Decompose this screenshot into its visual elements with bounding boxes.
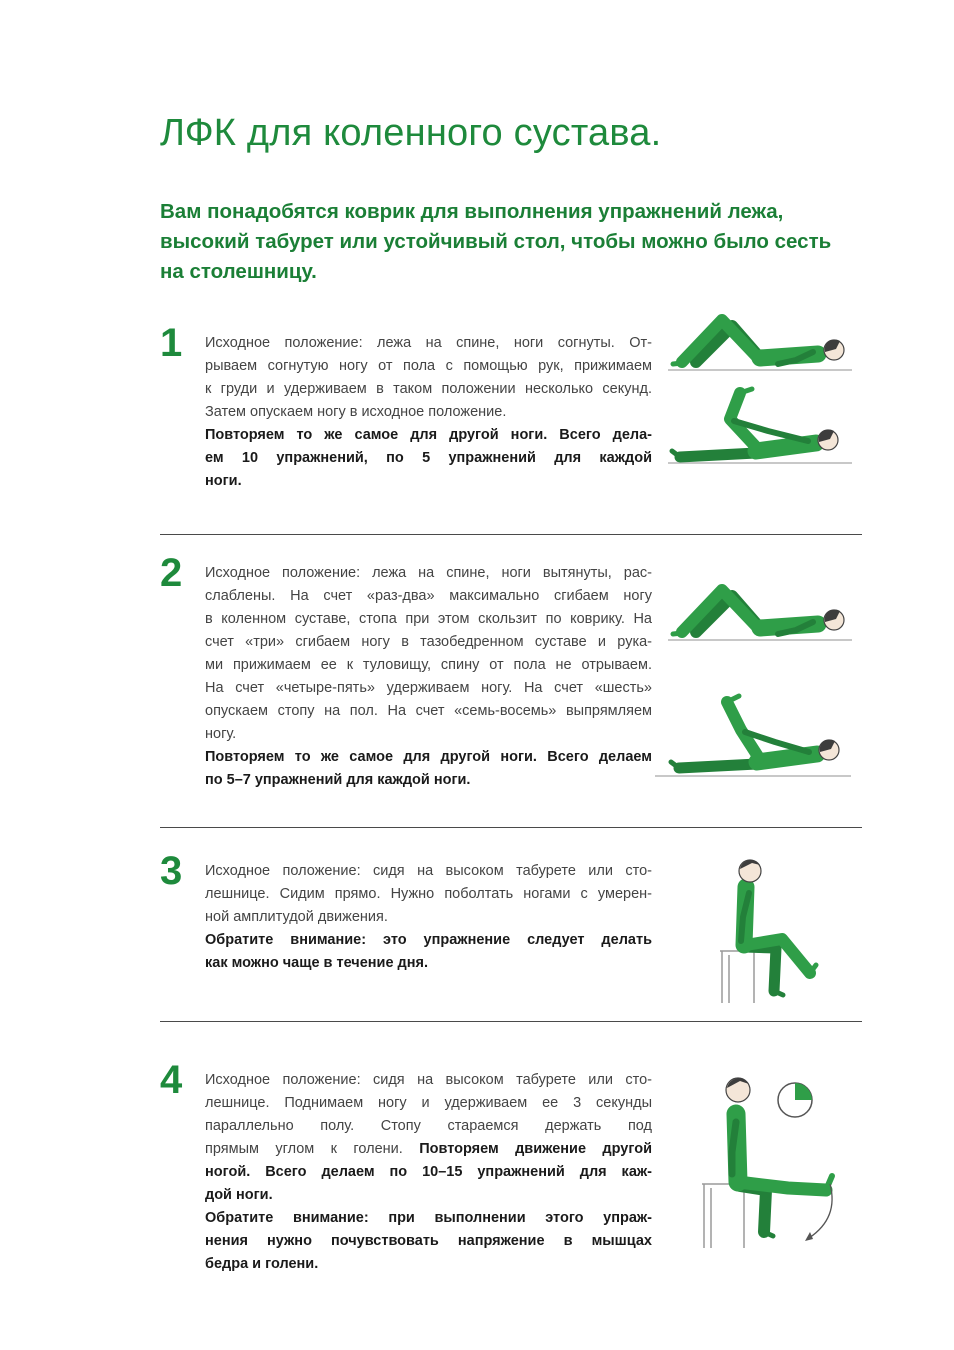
description-line: в коленном суставе, стопа при этом скользит по коврику. На: [205, 611, 652, 627]
figure-person: [673, 590, 844, 634]
intro-line: Вам понадобятся коврик для выполнения упражнений лежа,: [160, 200, 784, 223]
exercise-description: [205, 1069, 652, 1276]
figure-person: [726, 1078, 832, 1236]
description-line: лешнице. Сидим прямо. Нужно поболтать ногами с умерен-: [205, 886, 652, 902]
stool: [720, 951, 756, 1003]
exercise-number: 4: [160, 1058, 183, 1102]
description-line: ноги.: [205, 473, 242, 489]
description-line: На счет «четыре-пять» удерживаем ногу. На счет «шесть»: [205, 680, 652, 696]
description-line: Обратите внимание: при выполнении этого упраж-: [205, 1210, 652, 1226]
text-segment: дой ноги.: [205, 1187, 273, 1203]
text-segment: ногой. Всего делаем по 10–15 упражнений для каж-: [205, 1164, 652, 1180]
description-line: Исходное положение: сидя на высоком табурете или сто-: [205, 1072, 652, 1088]
description-line: лешнице. Поднимаем ногу и удерживаем ее 3 секунды: [205, 1095, 652, 1111]
seated-leg-extension-illustration: [692, 1072, 842, 1250]
description-line: по 5–7 упражнений для каждой ноги.: [205, 772, 471, 788]
description-line: слаблены. На счет «раз-два» максимально сгибаем ногу: [205, 588, 652, 604]
page-title: ЛФК для коленного сустава.: [160, 112, 662, 154]
figure-person: [671, 696, 839, 768]
figure-person: [673, 320, 844, 364]
description-line: ми прижимаем ее к туловищу, спину от пола не отрываем.: [205, 657, 652, 673]
description-line: Исходное положение: сидя на высоком табурете или сто-: [205, 863, 652, 879]
description-line: [205, 1138, 652, 1161]
description-line: рываем согнутую ногу от пола с помощью рук, прижимаем: [205, 358, 652, 374]
exercise-number: 2: [160, 551, 183, 595]
exercise-number: 3: [160, 849, 183, 893]
description-line: Повторяем то же самое для другой ноги. Всего дела-: [205, 427, 652, 443]
description-line: Обратите внимание: это упражнение следует делать: [205, 932, 652, 948]
description-line: счет «три» сгибаем ногу в тазобедренном суставе и рука-: [205, 634, 652, 650]
description-line: ной амплитудой движения.: [205, 909, 388, 925]
description-line: к груди и удерживаем в таком положении несколько секунд.: [205, 381, 652, 397]
description-line: [205, 1184, 652, 1207]
description-line: Затем опускаем ногу в исходное положение.: [205, 404, 507, 420]
description-line: бедра и голени.: [205, 1256, 319, 1272]
description-line: опускаем стопу на пол. На счет «семь-восемь» выпрямляем: [205, 703, 652, 719]
intro-line: высокий табурет или устойчивый стол, чтобы можно было сесть: [160, 230, 832, 253]
stool: [702, 1184, 746, 1248]
lying-knee-bent-illustration: [668, 308, 852, 374]
lying-leg-raised-illustration: [655, 688, 851, 780]
intro-text: [160, 197, 862, 287]
description-line: Исходное положение: лежа на спине, ноги вытянуты, рас-: [205, 565, 652, 581]
description-line: как можно чаще в течение дня.: [205, 955, 428, 971]
text-segment: Повторяем движение другой: [419, 1141, 652, 1157]
description-line: нения нужно почувствовать напряжение в мышцах: [205, 1233, 652, 1249]
figure-person: [672, 389, 838, 457]
description-line: Исходное положение: лежа на спине, ноги согнуты. От-: [205, 335, 652, 351]
description-line: Повторяем то же самое для другой ноги. Всего делаем: [205, 749, 652, 765]
lying-knee-bent-illustration: [668, 582, 852, 644]
exercise-number: 1: [160, 321, 183, 365]
description-line: [205, 1161, 652, 1184]
exercise-2: [0, 551, 954, 788]
section-divider: [160, 534, 862, 535]
figure-person: [739, 860, 816, 995]
description-line: ем 10 упражнений, по 5 упражнений для каждой: [205, 450, 652, 466]
section-divider: [160, 1021, 862, 1022]
section-divider: [160, 827, 862, 828]
seated-swinging-legs-illustration: [712, 855, 828, 1005]
description-line: ногу.: [205, 726, 237, 742]
exercise-description: [205, 562, 652, 792]
intro-line: на столешницу.: [160, 260, 317, 283]
text-segment: прямым углом к голени.: [205, 1141, 420, 1157]
description-line: параллельно полу. Стопу стараемся держать под: [205, 1118, 652, 1134]
exercise-description: [205, 332, 652, 493]
lying-knee-to-chest-illustration: [668, 385, 852, 467]
exercise-description: [205, 860, 652, 975]
timer-icon: [778, 1083, 812, 1117]
